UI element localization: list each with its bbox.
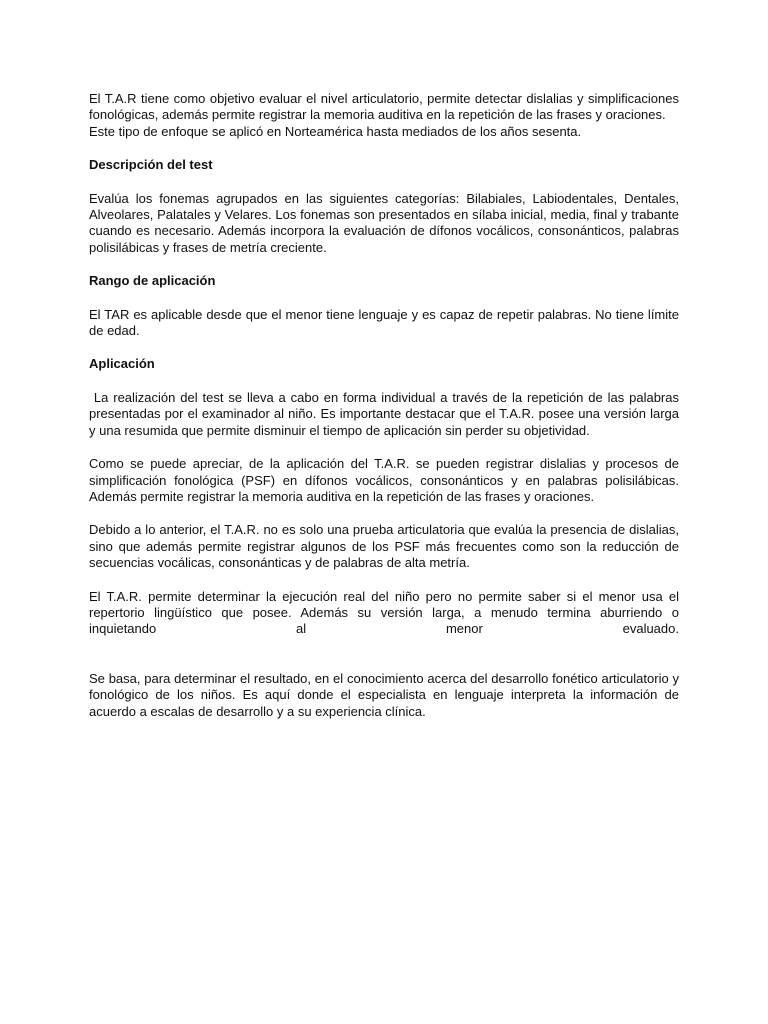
application-paragraph-1: La realización del test se lleva a cabo en forma individual a través de la repetición de las palabras presentadas por el examinador al niño. Es importante destacar que el T.A.R. posee una versión larga y una resumida que permite disminuir el tiempo de aplicación sin perder su objetividad. [89, 389, 683, 438]
application-paragraph-2: Como se puede apreciar, de la aplicación del T.A.R. se pueden registrar dislalias y procesos de simplificación fonológica (PSF) en dífonos vocálicos, consonánticos y en palabras polisilábicas. Además permite registrar la memoria auditiva en la repetición de las frases y oraciones. [89, 456, 679, 504]
intro-paragraph-1: El T.A.R tiene como objetivo evaluar el nivel articulatorio, permite detectar dislalias y simplificaciones fonológicas, además permite registrar la memoria auditiva en la repetición de las frases y oraciones. [89, 91, 679, 123]
range-heading: Rango de aplicación [89, 273, 216, 289]
application-paragraph-3: Debido a lo anterior, el T.A.R. no es solo una prueba articulatoria que evalúa la presencia de dislalias, sino que además permite registrar algunos de los PSF más frecuentes como son la reducción de secuencias vocálicas, consonánticas y de palabras de alta metría. [89, 522, 679, 571]
application-heading: Aplicación [89, 356, 155, 372]
application-paragraph-5: Se basa, para determinar el resultado, en el conocimiento acerca del desarrollo fonético articulatorio y fonológico de los niños. Es aquí donde el especialista en lenguaje interpreta la información de acuerdo a escalas de desarrollo y a su experiencia clínica. [89, 670, 679, 719]
intro-paragraph-2: Este tipo de enfoque se aplicó en Norteamérica hasta mediados de los años sesenta. [89, 123, 582, 139]
range-paragraph: El TAR es aplicable desde que el menor tiene lenguaje y es capaz de repetir palabras. No tiene límite de edad. [89, 306, 679, 339]
description-paragraph: Evalúa los fonemas agrupados en las siguientes categorías: Bilabiales, Labiodentales, Dentales, Alveolares, Palatales y Velares. Los fonemas son presentados en sílaba inicial, media, final y trabante cuando es necesario. Además incorpora la evaluación de dífonos vocálicos, consonánticos, palabras polisilábicas y frases de metría creciente. [89, 190, 679, 255]
description-heading: Descripción del test [89, 157, 213, 173]
application-paragraph-4: El T.A.R. permite determinar la ejecución real del niño pero no permite saber si el menor usa el repertorio lingüístico que posee. Además su versión larga, a menudo termina aburriendo o inquietando al menor evaluado. [89, 588, 679, 637]
